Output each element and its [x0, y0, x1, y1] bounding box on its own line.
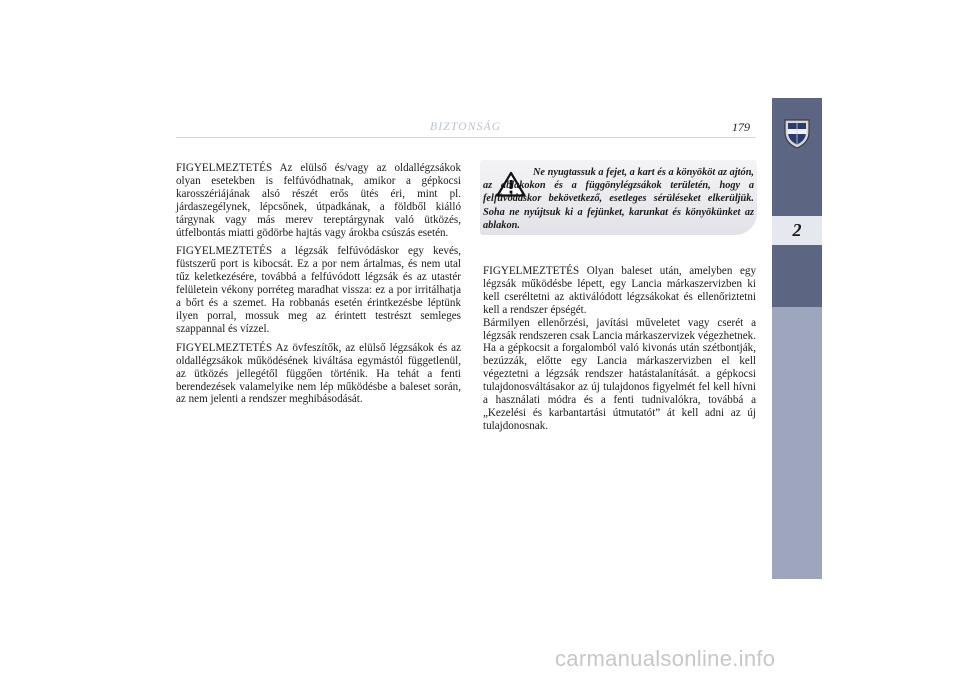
paragraph: FIGYELMEZTETÉS a légzsák felfúvódáskor egy kevés, füstszerű port is kibocsát. Ez a por nem ártalmas, és nem utal tűz keletkezésére, továbbá a felfúvódott légzsák és az utastér felületein vékony porréteg maradhat vissza: ez a por irritálhatja a bőrt és a szemet. Ha robbanás esetén érintkezésbe léptünk ilyen porral, mossuk meg az érintett testrészt semleges szappannal és vízzel.	[176, 245, 461, 335]
header-divider	[176, 137, 756, 138]
right-column	[483, 265, 756, 433]
paragraph: FIGYELMEZTETÉS Olyan baleset után, amelyben egy légzsák működésbe lépett, egy Lancia márkaszervizben ki kell cseréltetni az aktiválódott légzsákokat és ellenőriztetni kell a rendszer épségét.	[483, 265, 756, 316]
page-number: 179	[732, 120, 750, 134]
warning-box	[480, 160, 757, 235]
lancia-shield-icon	[783, 117, 811, 149]
section-title: BIZTONSÁG	[430, 121, 502, 133]
left-column	[176, 162, 461, 412]
chapter-number: 2	[772, 216, 822, 245]
paragraph: FIGYELMEZTETÉS Az elülső és/vagy az oldallégzsákok olyan esetekben is felfúvódhatnak, amikor a gépkocsi karosszériájának alsó részét erős ütés éri, mint pl. járdaszegélynek, lépcsőnek, útpadkának, a földből kiálló tárgynak vagy más merev tereptárgynak való ütközés, útfelbontás miatti gödörbe hajtás vagy árokba csúszás esetén.	[176, 162, 461, 239]
paragraph: Bármilyen ellenőrzési, javítási műveletet vagy cserét a légzsák rendszeren csak Lancia márkaszervizek végezhetnek. Ha a gépkocsit a forgalomból való kivonás után szétbontják, bezúzzák, előtte egy Lancia márkaszervizben el kell végeztetni a légzsák rendszer hatástalanítását. a gépkocsi tulajdonosváltásakor az új tulajdonos figyelmét fel kell hívni a használati módra és a fenti tudnivalókra, továbbá a „Kezelési és karbantartási útmutatót” át kell adni az új tulajdonosnak.	[483, 316, 756, 432]
watermark: carmanualsonline.info	[555, 646, 776, 671]
paragraph: FIGYELMEZTETÉS Az övfeszítők, az elülső légzsákok és az oldallégzsákok működésének kiváltása egymástól függetlenül, az ütközés jellegétől függően történik. Ha tehát a fenti berendezések valamelyike nem lép működésbe a baleset során, az nem jelenti a rendszer meghibásodását.	[176, 341, 461, 406]
chapter-side-tab	[772, 98, 822, 579]
warning-text: Ne nyugtassuk a fejet, a kart és a könyököt az ajtón, az ablakokon és a függönylégzsákok területén, hogy a felfúvódáskor bekövetkező, esetleges sérüléseket elkerüljük. Soha ne nyújtsuk ki a fejünket, karunkat és könyökünket az ablakon.	[483, 167, 754, 231]
side-tab-header	[772, 98, 822, 307]
